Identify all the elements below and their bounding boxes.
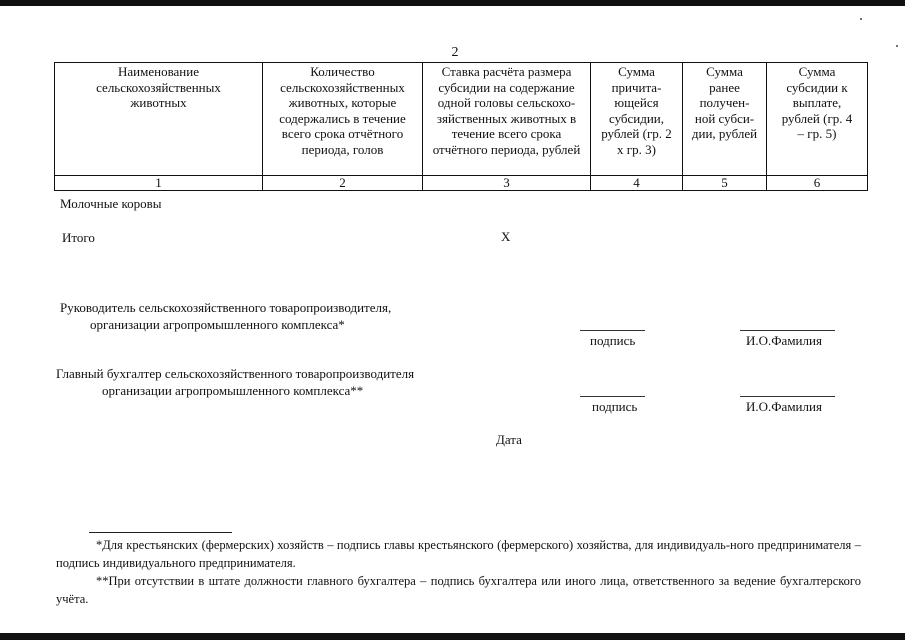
- total-x-mark: Х: [501, 229, 511, 244]
- head-signature-line: [580, 330, 645, 331]
- table-number-row: [55, 176, 868, 191]
- top-border: [0, 0, 905, 6]
- head-name-line: [740, 330, 835, 331]
- col-number-2: 2: [263, 176, 423, 191]
- accountant-name-label: И.О.Фамилия: [746, 399, 822, 414]
- scan-speck: [896, 45, 898, 47]
- accountant-signature-line: [580, 396, 645, 397]
- col-number-6: 6: [767, 176, 868, 191]
- row-total: Итого: [62, 230, 95, 245]
- header-rate: Ставка расчёта размера субсидии на содержание одной головы сельскохо-зяйственных животных в течение всего срока отчётного периода, рублей: [423, 63, 591, 176]
- date-label: Дата: [496, 432, 522, 447]
- subsidy-table: [54, 62, 868, 191]
- head-signature-label: подпись: [590, 333, 636, 348]
- col-number-3: 3: [423, 176, 591, 191]
- footnote-separator: [89, 532, 232, 533]
- header-received-sum: Сумма ранее получен-ной субси-дии, рублей: [683, 63, 767, 176]
- header-payout-sum: Сумма субсидии к выплате, рублей (гр. 4 – гр. 5): [767, 63, 868, 176]
- accountant-title-line1: Главный бухгалтер сельскохозяйственного товаропроизводителя: [56, 366, 415, 381]
- col-number-5: 5: [683, 176, 767, 191]
- page-number: 2: [451, 45, 459, 60]
- head-name-label: И.О.Фамилия: [746, 333, 822, 348]
- footnote-2: **При отсутствии в штате должности главного бухгалтера – подпись бухгалтера или иного лица, ответственного за ведение бухгалтерского учёта.: [56, 574, 861, 606]
- table-header-row: [55, 63, 868, 176]
- header-due-sum: Сумма причита-ющейся субсидии, рублей (гр. 2 х гр. 3): [591, 63, 683, 176]
- accountant-signature-label: подпись: [592, 399, 638, 414]
- accountant-name-line: [740, 396, 835, 397]
- head-title-line1: Руководитель сельскохозяйственного товаропроизводителя,: [60, 300, 392, 315]
- footnote-1: *Для крестьянских (фермерских) хозяйств – подпись главы крестьянского (фермерского) хозяйства, для индивидуаль-ного предпринимателя – подпись индивидуального предпринимателя.: [56, 538, 861, 570]
- header-animal-count: Количество сельскохозяйственных животных, которые содержались в течение всего срока отчётного периода, голов: [263, 63, 423, 176]
- head-title-line2: организации агропромышленного комплекса*: [90, 317, 345, 332]
- col-number-4: 4: [591, 176, 683, 191]
- accountant-title-line2: организации агропромышленного комплекса**: [102, 383, 364, 398]
- scan-speck: [860, 18, 862, 20]
- row-dairy-cows: Молочные коровы: [60, 196, 162, 211]
- col-number-1: 1: [55, 176, 263, 191]
- bottom-border: [0, 633, 905, 640]
- header-animal-name: Наименование сельскохозяйственных животных: [55, 63, 263, 176]
